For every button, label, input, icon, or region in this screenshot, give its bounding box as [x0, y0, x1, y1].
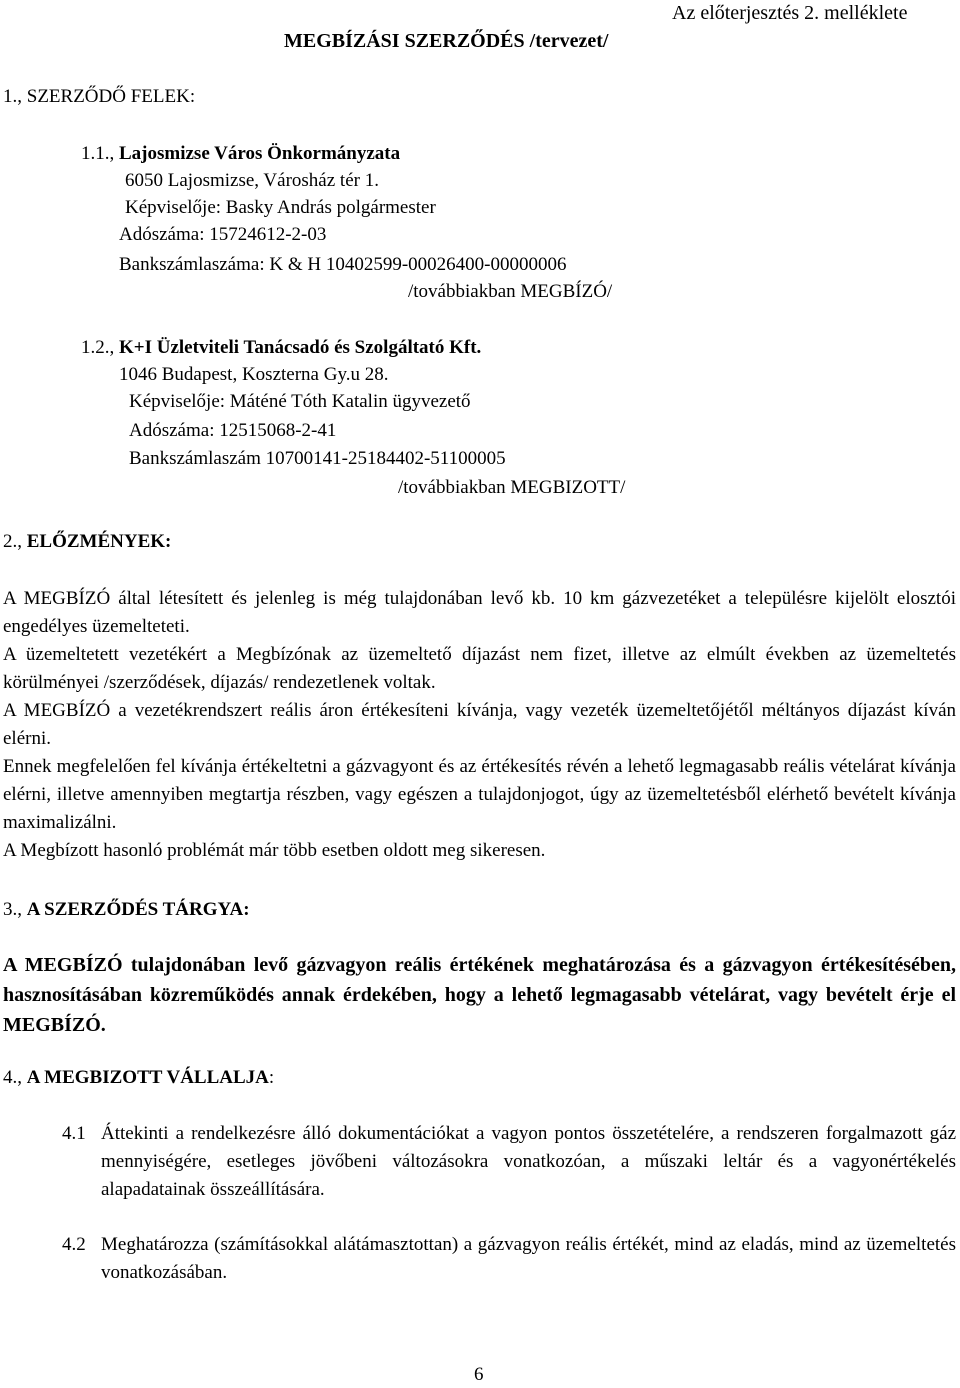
list-item	[62, 1120, 956, 1204]
section2-paragraph: A MEGBÍZÓ a vezetékrendszert reális áron értékesíteni kívánja, vagy vezeték üzemeltetőjétől méltányos díjazást kíván elérni.	[3, 700, 956, 749]
party1-name: Lajosmizse Város Önkormányzata	[119, 143, 401, 164]
section2-paragraph: A üzemeltetett vezetékért a Megbízónak az üzemeltető díjazást nem fizet, illetve az elmúlt években az üzemeltetés körülményei /szerződések, díjazás/ rendezetlenek voltak.	[3, 644, 956, 693]
party1-tax-number: Adószáma: 15724612-2-03	[119, 224, 327, 245]
section4-heading	[3, 1064, 274, 1091]
section2-paragraph: Ennek megfelelően fel kívánja értékeltetni a gázvagyont és az értékesítés révén a lehető legmagasabb reális vételárat kívánja elérni, illetve amennyiben megtartja részben, vagy egészen a tulajdonjogot, úgy az üzemeltetésből elérhető bevételt kívánja maximalizálni.	[3, 756, 956, 833]
section2-paragraph: A MEGBÍZÓ által létesített és jelenleg is még tulajdonában levő kb. 10 km gázvezetéket a településre kijelölt elosztói engedélyes üzemelteteti.	[3, 588, 956, 637]
section3-heading	[3, 896, 250, 923]
party2-number: 1.2.,	[81, 337, 119, 358]
list-item-text: Meghatározza (számításokkal alátámasztottan) a gázvagyon reális értékét, mind az eladás, mind az üzemeltetés vonatkozásában.	[101, 1234, 956, 1283]
party2-representative: Képviselője: Máténé Tóth Katalin ügyvezető	[129, 391, 471, 412]
section3-body: A MEGBÍZÓ tulajdonában levő gázvagyon reális értékének meghatározása és a gázvagyon értékesítésében, hasznosításában közreműködés annak érdekében, hogy a lehető legmagasabb vételárat, vagy bevételt érje el MEGBÍZÓ.	[3, 954, 956, 1036]
party2-alias: /továbbiakban MEGBIZOTT/	[398, 477, 626, 498]
party2-bank-account: Bankszámlaszám 10700141-25184402-51100005	[129, 448, 506, 469]
party2-name: K+I Üzletviteli Tanácsadó és Szolgáltató Kft.	[119, 337, 482, 358]
party1-address: 6050 Lajosmizse, Városház tér 1.	[125, 170, 379, 191]
list-item-number: 4.1	[62, 1123, 86, 1144]
document-title: MEGBÍZÁSI SZERZŐDÉS /tervezet/	[284, 30, 609, 52]
annex-label: Az előterjesztés 2. melléklete	[672, 2, 908, 24]
section3-title: A SZERZŐDÉS TÁRGYA:	[26, 899, 250, 920]
party1-representative: Képviselője: Basky András polgármester	[125, 197, 436, 218]
section4-number: 4.,	[3, 1067, 27, 1088]
party1-alias: /továbbiakban MEGBÍZÓ/	[408, 281, 613, 302]
party1-name-line	[81, 140, 400, 167]
section2-heading	[3, 528, 171, 555]
section2-paragraph: A Megbízott hasonló problémát már több esetben oldott meg sikeresen.	[3, 840, 546, 861]
party2-address: 1046 Budapest, Koszterna Gy.u 28.	[119, 364, 389, 385]
section3-number: 3.,	[3, 899, 27, 920]
section2-body	[3, 585, 956, 865]
section2-title: ELŐZMÉNYEK:	[26, 531, 172, 552]
list-item-text: Áttekinti a rendelkezésre álló dokumentációkat a vagyon pontos összetételére, a rendszeren forgalmazott gáz mennyiségére, esetleges jövőbeni változásokra vonatkozóan, a műszaki leltár és a vagyonértékelés alapadatainak összeállítására.	[101, 1123, 956, 1200]
section2-number: 2.,	[3, 531, 27, 552]
party2-name-line	[81, 334, 481, 361]
party2-tax-number: Adószáma: 12515068-2-41	[129, 420, 337, 441]
section4-title: A MEGBIZOTT VÁLLALJA	[26, 1067, 269, 1088]
page-number: 6	[474, 1364, 484, 1385]
list-item-number: 4.2	[62, 1234, 86, 1255]
section4-colon: :	[268, 1067, 275, 1088]
list-item	[62, 1231, 956, 1287]
party1-bank-account: Bankszámlaszáma: K & H 10402599-00026400-00000006	[119, 254, 567, 275]
section1-heading: 1., SZERZŐDŐ FELEK:	[3, 86, 196, 107]
party1-number: 1.1.,	[81, 143, 119, 164]
